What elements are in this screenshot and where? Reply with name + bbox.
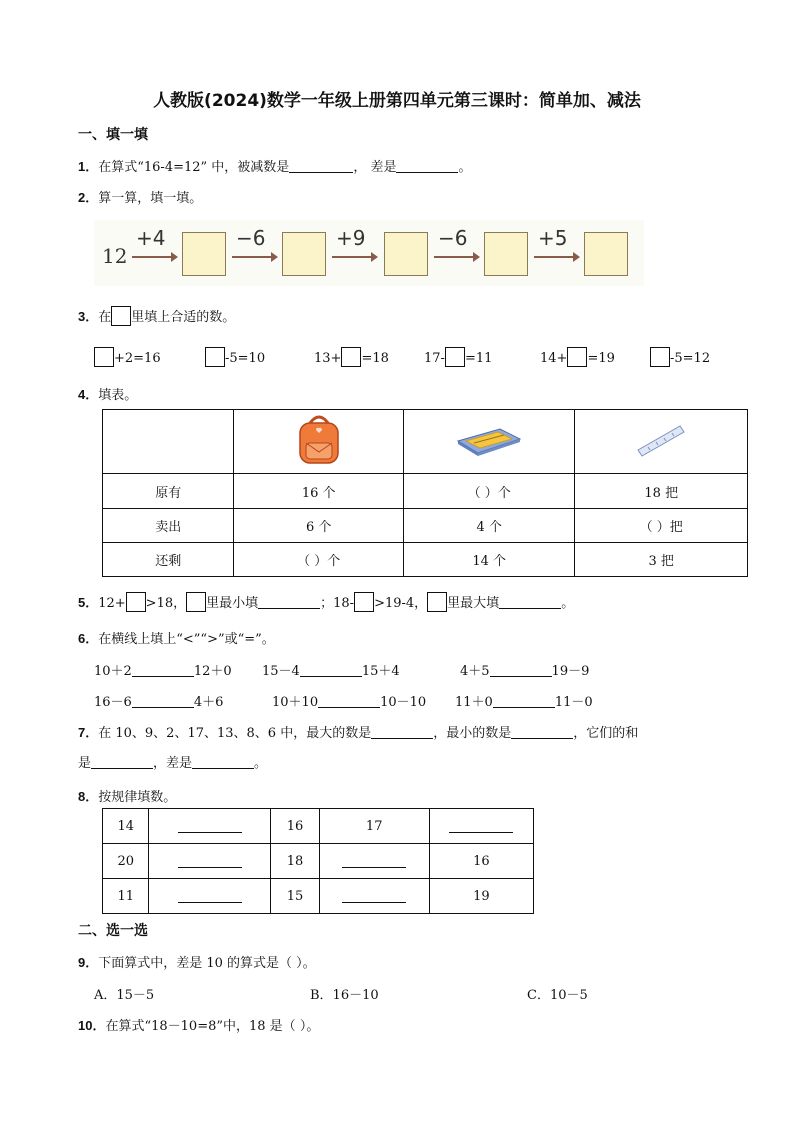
question-number: 7． — [78, 725, 99, 740]
table-cell[interactable] — [429, 809, 533, 844]
answer-box[interactable] — [205, 347, 225, 367]
icon-cell — [575, 410, 748, 474]
equation-text: -5=12 — [670, 351, 711, 366]
arrow-icon — [232, 256, 276, 258]
question-number: 10． — [78, 1018, 106, 1033]
table-cell[interactable] — [319, 844, 429, 879]
q3-item — [205, 347, 265, 367]
answer-box[interactable] — [94, 347, 114, 367]
table-cell[interactable]: （ ）个 — [403, 474, 575, 509]
chain-op: +9 — [336, 226, 366, 250]
example-box — [186, 592, 206, 612]
table-cell: 14 — [103, 809, 149, 844]
section-multiple-choice: 二、选一选 — [78, 923, 148, 939]
question-number: 2． — [78, 190, 99, 205]
equation-text: 17- — [424, 351, 445, 366]
answer-box[interactable] — [567, 347, 587, 367]
table-cell: 3 把 — [575, 543, 748, 577]
question-text: ；18- — [320, 596, 355, 611]
answer-blank[interactable] — [396, 158, 458, 173]
question-number: 1． — [78, 159, 99, 174]
chain-start: 12 — [102, 244, 128, 268]
arrow-icon — [434, 256, 478, 258]
answer-box[interactable] — [384, 232, 428, 276]
option-c[interactable]: C．10－5 — [527, 988, 588, 1003]
question-text: >19-4， — [374, 596, 428, 611]
icon-cell — [234, 410, 403, 474]
calc-chain — [94, 220, 644, 286]
table-cell: 14 个 — [403, 543, 575, 577]
pencil-case-icon — [454, 423, 524, 457]
question-text: 按规律填数。 — [98, 790, 177, 805]
question-10 — [78, 1015, 319, 1034]
q3-item — [314, 347, 389, 367]
q3-item — [650, 347, 710, 367]
chain-op: −6 — [438, 226, 468, 250]
question-9 — [78, 952, 316, 971]
question-1 — [78, 156, 471, 175]
question-number: 6． — [78, 631, 99, 646]
compare-item: 10＋10 10－10 — [272, 695, 427, 710]
table-cell: 15 — [271, 879, 319, 914]
question-text: 在 10、9、2、17、13、8、6 中，最大的数是 — [98, 726, 372, 741]
question-text: >18， — [145, 596, 187, 611]
table-cell: 18 — [271, 844, 319, 879]
answer-blank[interactable] — [132, 693, 194, 708]
answer-blank[interactable] — [91, 754, 153, 769]
question-text: ， 差是 — [353, 160, 397, 175]
compare-item: 10＋2 12＋0 — [94, 664, 232, 679]
compare-item: 11＋0 11－0 — [455, 695, 593, 710]
pattern-table — [102, 808, 534, 914]
row-label: 卖出 — [103, 509, 234, 543]
table-cell[interactable] — [149, 809, 271, 844]
icon-cell — [403, 410, 575, 474]
answer-box[interactable] — [484, 232, 528, 276]
question-7 — [78, 722, 638, 741]
equation-text: +2=16 — [114, 351, 161, 366]
table-cell: 16 — [271, 809, 319, 844]
question-text: 在算式“16-4=12” 中，被减数是 — [98, 160, 290, 175]
answer-blank[interactable] — [178, 888, 242, 903]
equation-text: 14+ — [540, 351, 568, 366]
row-label: 还剩 — [103, 543, 234, 577]
equation-text: =19 — [587, 351, 615, 366]
answer-blank[interactable] — [449, 818, 513, 833]
equation-text: =18 — [361, 351, 389, 366]
q3-item — [424, 347, 492, 367]
question-text: 算一算，填一填。 — [98, 191, 203, 206]
question-text: 。 — [458, 160, 472, 175]
chain-op: −6 — [236, 226, 266, 250]
question-3 — [78, 306, 235, 326]
question-text: 里填上合适的数。 — [131, 310, 236, 325]
answer-blank[interactable] — [192, 754, 254, 769]
answer-blank[interactable] — [258, 594, 320, 609]
answer-blank[interactable] — [300, 662, 362, 677]
question-text: 。 — [254, 756, 268, 771]
question-text: 下面算式中，差是 10 的算式是（ ）。 — [98, 956, 316, 971]
answer-blank[interactable] — [342, 853, 406, 868]
page-title: 人教版(2024)数学一年级上册第四单元第三课时：简单加、减法 — [153, 91, 641, 111]
table-cell: 18 把 — [575, 474, 748, 509]
answer-box[interactable] — [584, 232, 628, 276]
arrow-icon — [332, 256, 376, 258]
answer-blank[interactable] — [490, 662, 552, 677]
compare-item: 15－4 15＋4 — [262, 664, 400, 679]
answer-box[interactable] — [354, 592, 374, 612]
answer-blank[interactable] — [342, 888, 406, 903]
table-cell: 16 — [429, 844, 533, 879]
answer-blank[interactable] — [493, 693, 555, 708]
question-7-cont — [78, 752, 267, 771]
equation-text: 13+ — [314, 351, 342, 366]
arrow-icon — [132, 256, 176, 258]
table-cell[interactable] — [319, 879, 429, 914]
inventory-table — [102, 409, 748, 577]
question-text: 在算式“18－10=8”中，18 是（ ）。 — [105, 1019, 320, 1034]
compare-item: 16－6 4＋6 — [94, 695, 224, 710]
question-text: ，差是 — [153, 756, 193, 771]
chain-op: +4 — [136, 226, 166, 250]
question-text: 填表。 — [98, 388, 138, 403]
answer-box[interactable] — [650, 347, 670, 367]
question-8 — [78, 786, 176, 805]
answer-blank[interactable] — [511, 724, 573, 739]
answer-blank[interactable] — [178, 853, 242, 868]
answer-box[interactable] — [341, 347, 361, 367]
question-text: 是 — [78, 756, 92, 771]
question-text: 在 — [98, 310, 112, 325]
row-label: 原有 — [103, 474, 234, 509]
answer-blank[interactable] — [499, 594, 561, 609]
equation-text: =11 — [464, 351, 493, 366]
backpack-icon — [294, 413, 344, 467]
question-number: 9． — [78, 955, 99, 970]
answer-box[interactable] — [182, 232, 226, 276]
table-cell[interactable]: （ ）个 — [234, 543, 403, 577]
question-text: 12+ — [98, 596, 126, 611]
table-cell: 4 个 — [403, 509, 575, 543]
q3-item — [94, 347, 161, 367]
section-fill-in: 一、填一填 — [78, 127, 148, 143]
table-cell[interactable] — [149, 844, 271, 879]
question-number: 3． — [78, 309, 99, 324]
answer-blank[interactable] — [318, 693, 380, 708]
question-number: 4． — [78, 387, 99, 402]
example-box — [427, 592, 447, 612]
option-a[interactable]: A．15－5 — [94, 988, 155, 1003]
question-4 — [78, 384, 137, 403]
question-text: 。 — [561, 596, 575, 611]
q3-item — [540, 347, 615, 367]
question-text: ，最小的数是 — [433, 726, 512, 741]
equation-text: -5=10 — [225, 351, 266, 366]
example-box — [111, 306, 131, 326]
table-cell[interactable] — [149, 879, 271, 914]
question-number: 5． — [78, 595, 99, 610]
answer-blank[interactable] — [132, 662, 194, 677]
answer-blank[interactable] — [289, 158, 353, 173]
question-5 — [78, 592, 574, 612]
table-cell: 6 个 — [234, 509, 403, 543]
question-6 — [78, 628, 275, 647]
answer-blank[interactable] — [178, 818, 242, 833]
ruler-icon — [634, 420, 688, 460]
compare-item: 4＋5 19－9 — [460, 664, 590, 679]
question-number: 8． — [78, 789, 99, 804]
chain-op: +5 — [538, 226, 568, 250]
question-text: 里最小填 — [206, 596, 259, 611]
option-b[interactable]: B．16－10 — [310, 988, 379, 1003]
question-2 — [78, 187, 202, 206]
answer-box[interactable] — [282, 232, 326, 276]
table-corner — [103, 410, 234, 474]
arrow-icon — [534, 256, 578, 258]
table-cell: 16 个 — [234, 474, 403, 509]
table-cell: 20 — [103, 844, 149, 879]
table-cell: 17 — [319, 809, 429, 844]
table-cell[interactable]: （ ）把 — [575, 509, 748, 543]
answer-box[interactable] — [445, 347, 465, 367]
question-text: 在横线上填上“<”“>”或“=”。 — [98, 632, 275, 647]
answer-blank[interactable] — [371, 724, 433, 739]
table-cell: 11 — [103, 879, 149, 914]
table-cell: 19 — [429, 879, 533, 914]
answer-box[interactable] — [126, 592, 146, 612]
question-text: 里最大填 — [447, 596, 500, 611]
question-text: ，它们的和 — [573, 726, 639, 741]
